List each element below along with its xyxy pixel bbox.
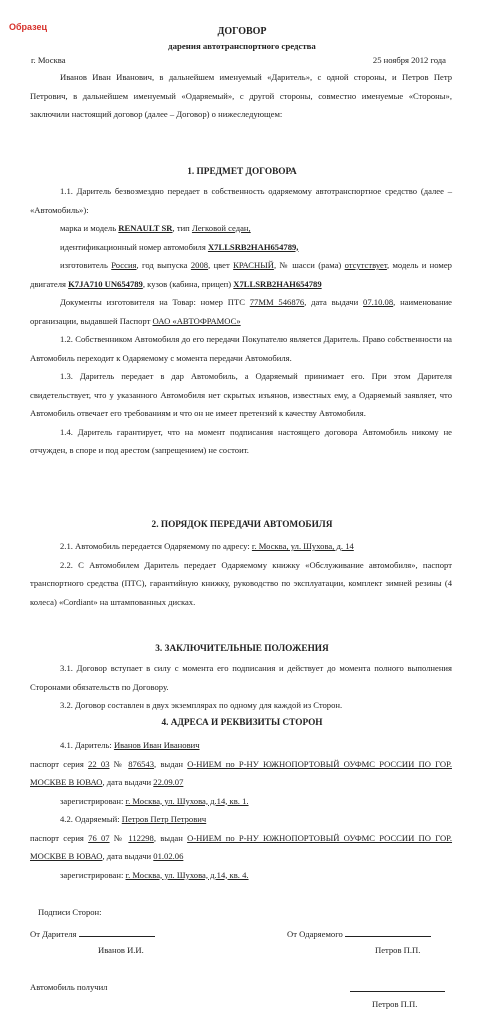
section-4-body [30, 736, 452, 884]
make-value: RENAULT SR [118, 223, 173, 233]
vin-line: идентификационный номер автомобиля X7LLSRB2HAH654789, [60, 241, 299, 252]
receiver-passport: паспорт серия 76 07 № 112298, выдан О-НИЕМ по Р-НУ ЮЖНОПОРТОВЫЙ ОУФМС РОССИИ ПО ГОР. МОСКВЕ В ЮВАО, дата выдачи 01.02.06 [30, 832, 453, 861]
make-model-line: марка и модель RENAULT SR, тип Легковой седан, [60, 223, 251, 233]
vehicle-details: изготовитель Россия, год выпуска 2008, цвет КРАСНЫЙ, № шасси (рама) отсутствует, модель и номер двигателя K7JA710 UN654789, кузов (кабина, прицеп) X7LLSRB2HAH654789 [30, 260, 452, 289]
paragraph-1-4: 1.4. Даритель гарантирует, что на момент подписания настоящего договора Автомобиль никому не отчужден, в споре и под арестом (запрещением) не состоит. [30, 426, 452, 455]
paragraph-2-1: 2.1. Автомобиль передается Одаряемому по адресу: г. Москва, ул. Шухова, д. 14 [60, 541, 354, 551]
giver-signature-label: От Дарителя [30, 928, 155, 939]
receiver-signature-line [345, 928, 431, 937]
sample-stamp: Образец [9, 22, 48, 32]
section-1-body [30, 182, 452, 460]
manufacturer-documents: Документы изготовителя на Товар: номер ПТС 77ММ 546876, дата выдачи 07.10.08, наименование организации, выдавшей Паспорт ОАО «АВТОФРАМОС» [30, 297, 452, 326]
giver-signature-line [79, 928, 155, 937]
receiver-registration: зарегистрирован: г. Москва, ул. Шухова, д.14, кв. 4. [60, 869, 249, 880]
paragraph-1-3: 1.3. Даритель передает в дар Автомобиль, а Одаряемый принимает его. При этом Дарителя свидетельствует, что у указанного Автомобиля нет скрытых изъянов, известных ему, а Одаряемый заявляет, что Автомобиль отвечает его требованиям и что он не имеет претензий к качеству Автомобиля. [30, 371, 452, 418]
intro-paragraph: Иванов Иван Иванович, в дальнейшем именуемый «Даритель», с одной стороны, и Петров Петр Петрович, в дальнейшем именуемый «Одаряемый», с другой стороны, совместно именуемые «Стороны», заключили настоящий договор (далее – Договор) о нижеследующем: [30, 72, 452, 119]
section-1-heading: 1. ПРЕДМЕТ ДОГОВОРА [187, 167, 297, 177]
paragraph-1-2: 1.2. Собственником Автомобиля до его передачи Покупателю является Даритель. Право собственности на Автомобиль переходит к Одаряемому с момента передачи Автомобиля. [30, 334, 452, 363]
contract-date: 25 ноября 2012 года [372, 55, 446, 65]
section-3-body [30, 659, 452, 715]
received-name: Петров П.П. [372, 999, 418, 1009]
section-2-body [30, 537, 452, 611]
paragraph-2-2: 2.2. С Автомобилем Даритель передает Одаряемому книжку «Обслуживание автомобиля», паспорт транспортного средства (ПТС), гарантийную книжку, руководство по эксплуатации, комплект зимней резины (4 колеса) «Cordiant» на штампованных дисках. [30, 559, 452, 607]
section-4-heading: 4. АДРЕСА И РЕКВИЗИТЫ СТОРОН [161, 718, 323, 728]
paragraph-1-1: 1.1. Даритель безвозмездно передает в собственность одаряемому автотранспортное средство (далее – «Автомобиль»): [30, 186, 452, 215]
receiver-line: 4.2. Одаряемый: Петров Петр Петрович [60, 814, 207, 824]
received-signature-line [350, 983, 445, 994]
city: г. Москва [31, 55, 66, 65]
giver-line: 4.1. Даритель: Иванов Иван Иванович [60, 740, 200, 750]
document-subtitle: дарения автотранспортного средства [168, 41, 316, 51]
section-3-heading: 3. ЗАКЛЮЧИТЕЛЬНЫЕ ПОЛОЖЕНИЯ [155, 644, 329, 654]
signatures-heading: Подписи Сторон: [38, 907, 102, 917]
received-label: Автомобиль получил [30, 982, 108, 992]
giver-name: Иванов И.И. [98, 945, 144, 955]
receiver-name: Петров П.П. [375, 945, 421, 955]
receiver-signature-label: От Одаряемого [287, 928, 431, 939]
document-title: ДОГОВОР [217, 26, 267, 37]
section-2-heading: 2. ПОРЯДОК ПЕРЕДАЧИ АВТОМОБИЛЯ [151, 520, 333, 530]
giver-registration: зарегистрирован: г. Москва, ул. Шухова, д.14, кв. 1. [60, 795, 249, 806]
vin-value: X7LLSRB2HAH654789, [207, 241, 299, 252]
type-value: Легковой седан, [191, 223, 251, 233]
paragraph-3-2: 3.2. Договор составлен в двух экземплярах по одному для каждой из Сторон. [60, 700, 343, 710]
giver-passport: паспорт серия 22 03 № 876543, выдан О-НИЕМ по Р-НУ ЮЖНОПОРТОВЫЙ ОУФМС РОССИИ ПО ГОР. МОСКВЕ В ЮВАО, дата выдачи 22.09.07 [30, 758, 452, 787]
paragraph-3-1: 3.1. Договор вступает в силу с момента его подписания и действует до момента полного выполнения Сторонами обязательств по Договору. [30, 663, 452, 692]
